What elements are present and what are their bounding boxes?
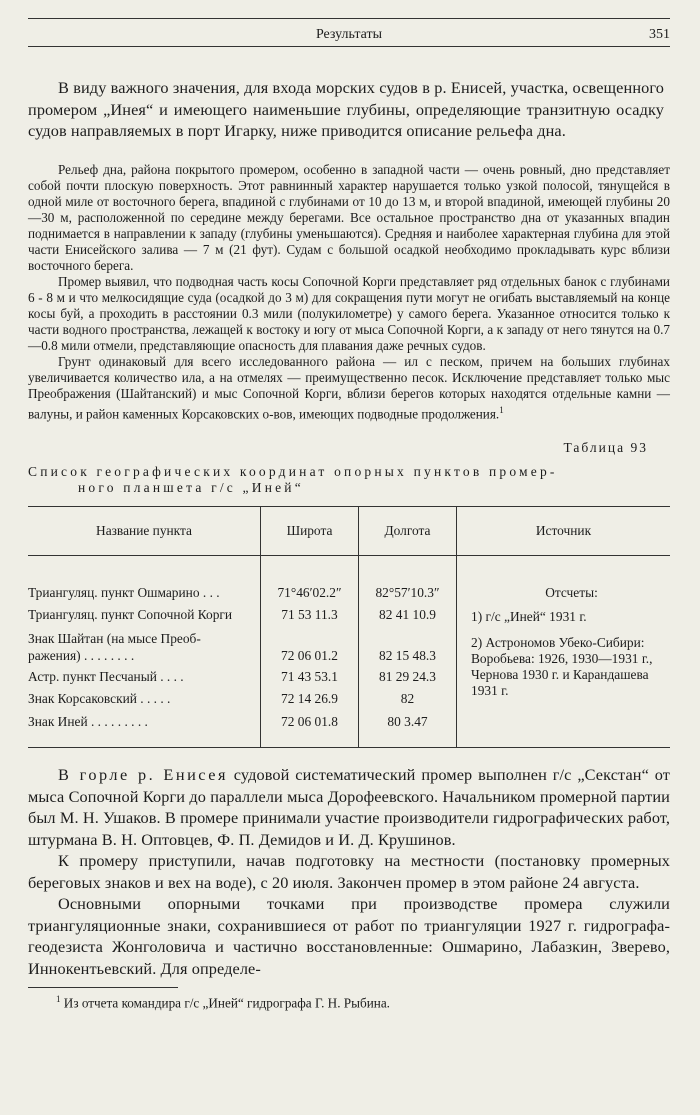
mouth-paragraph-2: К промеру приступили, начав подготовку на местности (постановку промерных береговых знаков и вех на воде), с 20 июля. Закончен промер в этом районе 24 августа.	[28, 851, 670, 892]
relief-paragraph-3-text: Грунт одинаковый для всего исследованного района — ил с песком, причем на больших глубинах увеличивается количество ила, а на отмелях — преимущественно песок. Исключение представляет только мыс Преображения (Шайтанский) и мыс Сопочной Корги, вблизи берегов которых находятся отдельные камни — валуны, и район каменных Корсаковских о-вов, имеющих подводные продолжения.	[28, 353, 670, 421]
latitude-value: 71 43 53.1	[281, 668, 338, 684]
section-lead: В горле р. Енисея	[58, 765, 228, 785]
source-heading: Отсчеты:	[545, 584, 598, 600]
longitude-value: 82 41 10.9	[379, 607, 436, 623]
point-name: ражения) . . . . . . . .	[28, 647, 135, 663]
point-name: Триангуляц. пункт Сопочной Корги	[28, 607, 233, 623]
relief-description	[28, 162, 670, 422]
point-name: Знак Корсаковский . . . . .	[28, 691, 171, 707]
coordinates-table	[28, 506, 670, 749]
table-caption-line-2: ного планшета г/с „Иней“	[78, 479, 304, 495]
longitude-value: 82 15 48.3	[379, 647, 436, 663]
longitude-value: 82°57′10.3″	[375, 584, 440, 600]
page	[28, 18, 670, 1012]
mouth-paragraph-1-text: судовой систематический промер выполнен г/с „Секстан“ от мыса Сопочной Корги до параллели мыса Дорофеевского. Начальником промерной партии был М. Н. Ушаков. В промере принимали участие производители гидрографических работ, штурмана В. Н. Оптовцев, Ф. П. Демидов и И. Д. Крушинов.	[28, 765, 670, 849]
table-body-row	[28, 555, 670, 748]
intro-paragraph: В виду важного значения, для входа морских судов в р. Енисей, участка, освещенного промером „Инея“ и имеющего наименьшие глубины, определяющие транзитную осадку судов направляемых в порт Игарку, ниже приводится описание рельефа дна.	[28, 78, 664, 140]
footnote-divider	[28, 987, 178, 988]
latitude-value: 71 53 11.3	[281, 607, 338, 623]
mouth-paragraph-3: Основными опорными точками при производстве промера служили триангуляционные знаки, сохранившиеся от работ по триангуляции 1927 г. гидрографа-геодезиста Жонголовича и частично восстановленные: Ошмарино, Лабазкин, Зверево, Иннокентьевский. Для определе-	[28, 894, 670, 978]
latitude-value: 71°46′02.2″	[277, 584, 342, 600]
longitude-value: 82	[400, 691, 415, 707]
longitude-value: 80 3.47	[387, 713, 428, 729]
relief-paragraph-3	[28, 354, 670, 422]
footnote	[28, 994, 670, 1011]
latitude-value: 72 06 01.8	[281, 713, 338, 729]
source-column	[457, 555, 671, 748]
page-number: 351	[649, 27, 670, 42]
footnote-text: Из отчета командира г/с „Иней“ гидрографа Г. Н. Рыбина.	[60, 995, 390, 1011]
footnote-ref: 1	[499, 404, 504, 415]
table-caption	[28, 464, 670, 496]
names-column	[28, 555, 261, 748]
point-name: Знак Шайтан (на мысе Преоб-	[28, 630, 201, 646]
column-header-longitude: Долгота	[359, 506, 457, 555]
mouth-section	[28, 764, 670, 979]
table-number: Таблица 93	[563, 439, 648, 455]
relief-paragraph-2: Промер выявил, что подводная часть косы Сопочной Корги представляет ряд отдельных банок с глубинами 6 - 8 м и что мелкосидящие суда (осадкой до 3 м) для сокращения пути могут не огибать выставляемый на конце косы буй, а проходить в расстоянии 0.3 мили (полукилометре) у самого берега. Указанное относится только к части водного пространства, лежащей к востоку и югу от мыса Сопочной Корги, а к западу от него тянутся на 0.7—0.8 мили отмели, представляющие опасность для плавания даже речных судов.	[28, 273, 670, 353]
running-title: Результаты	[315, 27, 383, 42]
column-header-latitude: Широта	[261, 506, 359, 555]
table-header-row	[28, 506, 670, 555]
point-name: Астр. пункт Песчаный . . . .	[28, 668, 184, 684]
latitude-value: 72 06 01.2	[281, 647, 338, 663]
longitude-value: 81 29 24.3	[379, 668, 436, 684]
longitude-column	[359, 555, 457, 748]
relief-paragraph-1: Рельеф дна, района покрытого промером, особенно в западной части — очень ровный, дно представляет собой почти плоскую поверхность. Этот равнинный характер нарушается только узкой полосой, тянущейся в одной миле от восточного берега, впадиной с глубинами от 10 до 13 м, и второй впадиной, имеющей глубины 20—30 м, расположенной по середине между берегами. Все остальное пространство дна от указанных впадин поднимается в направлении к западу (глубины уменьшаются). Средняя и наиболее характерная глубина для этой части Енисейского залива — 7 м (21 фут). Судам с большой осадкой необходимо прокладывать курс вблизи восточного берега.	[28, 161, 670, 273]
point-name: Триангуляц. пункт Ошмарино . . .	[28, 584, 220, 600]
latitude-value: 72 14 26.9	[281, 691, 338, 707]
column-header-source: Источник	[457, 506, 671, 555]
column-header-name: Название пункта	[28, 506, 261, 555]
footnote-marker: 1	[56, 994, 61, 1005]
point-name: Знак Иней . . . . . . . . .	[28, 713, 148, 729]
latitude-column	[261, 555, 359, 748]
source-item-2: 2) Астрономов Убеко-Сибири: Воробьева: 1926, 1930—1931 г., Чернова 1930 г. и Карандашева 1931 г.	[471, 634, 653, 698]
source-item-1: 1) г/с „Иней“ 1931 г.	[471, 608, 587, 624]
running-header	[28, 18, 670, 47]
table-caption-line-1: Список географических координат опорных пунктов промер-	[28, 463, 558, 479]
mouth-paragraph-1	[28, 764, 670, 850]
